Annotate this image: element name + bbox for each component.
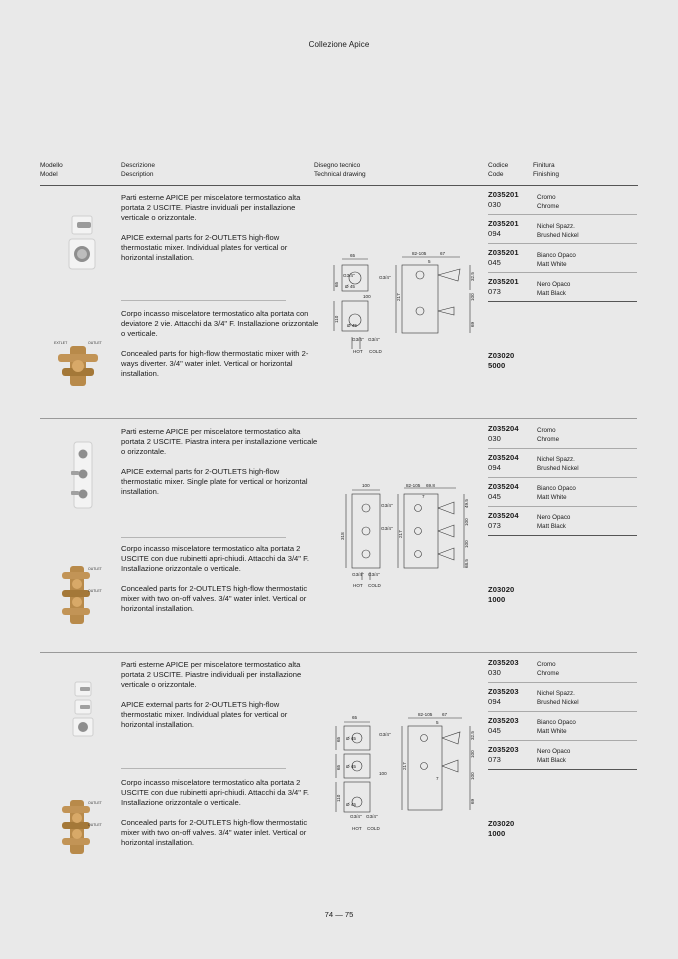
dim-label: 7 [422, 494, 425, 499]
product-code [488, 277, 519, 297]
description-external [121, 660, 321, 730]
code-prefix: Z035203 [488, 658, 519, 667]
description-en: APICE external parts for 2-OUTLETS high-flow thermostatic mixer. Individual plates for vertical or horizontal installation. [121, 232, 288, 263]
cold-label: COLD [368, 583, 381, 588]
product-thumbnail-concealed [58, 562, 104, 628]
dim-label: G3/4" [381, 526, 393, 531]
hot-label: HOT [353, 349, 363, 354]
description-concealed [121, 544, 321, 614]
dim-label: 32.5 [470, 731, 475, 740]
finish-en: Chrome [537, 669, 560, 677]
column-header-en: Finishing [533, 170, 560, 178]
finish-label [537, 719, 576, 736]
dim-label: 69 [470, 321, 475, 327]
code-suffix: 1000 [488, 595, 506, 605]
column-header-it: Descrizione [121, 162, 155, 169]
column-header-it: Finitura [533, 162, 555, 169]
description-concealed [121, 778, 321, 848]
code-prefix: Z035204 [488, 424, 519, 433]
code-suffix: 045 [488, 726, 501, 736]
description-external [121, 427, 321, 497]
body-code [488, 585, 514, 605]
dim-label: Ø 45 [346, 764, 356, 769]
product-code [488, 248, 519, 268]
description-divider [121, 768, 286, 769]
hot-label: HOT [352, 826, 362, 831]
code-divider [488, 477, 637, 478]
dim-label: 100 [464, 540, 469, 548]
product-code [488, 687, 519, 707]
code-divider [488, 682, 637, 683]
column-header-en: Code [488, 170, 504, 178]
code-divider [488, 740, 637, 741]
dim-label: G3/4" [352, 337, 364, 342]
dim-label: 100 [470, 293, 475, 301]
dim-label: 67 [442, 712, 448, 717]
finish-it: Bianco Opaco [537, 252, 576, 259]
dim-label: 49.5 [464, 499, 469, 508]
dim-label: 82-105 [412, 251, 427, 256]
code-divider [488, 506, 637, 507]
dim-label: 5 [436, 720, 439, 725]
description-it: Parti esterne APICE per miscelatore termostatico alta portata 2 USCITE. Piastre individuali per installazione verticale o orizzontale. [121, 660, 302, 690]
product-code [488, 745, 519, 765]
finish-label [537, 661, 559, 678]
dim-label: 100 [470, 772, 475, 780]
code-prefix: Z035201 [488, 248, 519, 257]
description-divider [121, 537, 286, 538]
page-numbers: 74 — 75 [324, 910, 354, 919]
cold-label: COLD [367, 826, 380, 831]
product-code [488, 482, 519, 502]
finish-label [537, 252, 576, 269]
finish-it: Nero Opaco [537, 281, 571, 288]
description-it: Corpo incasso miscelatore termostatico alta portata 2 USCITE con due rubinetti apri-chiudi. Attacchi da 3/4" F. Installazione orizzontale o verticale. [121, 544, 309, 574]
finish-en: Matt Black [537, 522, 566, 530]
description-en: APICE external parts for 2-OUTLETS high-flow thermostatic mixer. Single plate for vertical or horizontal installation. [121, 466, 308, 497]
finish-en: Matt Black [537, 756, 566, 764]
code-divider [488, 535, 637, 536]
thumb-label: OUTLET [88, 341, 102, 345]
finish-it: Bianco Opaco [537, 485, 576, 492]
code-suffix: 030 [488, 434, 501, 444]
finish-en: Brushed Nickel [537, 698, 579, 706]
dim-label: 82-105 [418, 712, 433, 717]
code-prefix: Z035204 [488, 482, 519, 491]
dim-label: G3/4" [366, 814, 378, 819]
thumb-label: EXTLET [54, 341, 68, 345]
finish-it: Cromo [537, 194, 556, 201]
code-prefix: Z035201 [488, 190, 519, 199]
dim-label: 100 [470, 750, 475, 758]
code-suffix: 045 [488, 258, 501, 268]
finish-it: Nichel Spazz. [537, 456, 575, 463]
product-code [488, 219, 519, 239]
column-header-drawing [314, 162, 366, 179]
finish-it: Bianco Opaco [537, 719, 576, 726]
dim-label: 65 [350, 253, 356, 258]
finish-label [537, 748, 570, 765]
dim-label: 100 [363, 294, 371, 299]
dim-label: 100 [362, 483, 370, 488]
code-prefix: Z03020 [488, 351, 515, 360]
code-prefix: Z035201 [488, 277, 519, 286]
finish-it: Nero Opaco [537, 748, 571, 755]
finish-it: Cromo [537, 661, 556, 668]
column-header-description [121, 162, 155, 179]
hot-label: HOT [353, 583, 363, 588]
product-code [488, 424, 519, 444]
product-thumbnail-external [68, 440, 98, 510]
finish-en: Matt White [537, 727, 567, 735]
dim-label: G3/4" [379, 275, 391, 280]
code-suffix: 073 [488, 755, 501, 765]
dim-label: 69 [470, 798, 475, 804]
column-header-code [488, 162, 508, 179]
dim-label: 100 [464, 518, 469, 526]
product-thumbnail-concealed [58, 796, 104, 858]
column-header-en: Model [40, 170, 58, 178]
description-concealed [121, 309, 321, 379]
product-code [488, 658, 519, 678]
description-external [121, 193, 321, 263]
product-code [488, 716, 519, 736]
code-suffix: 094 [488, 697, 501, 707]
product-thumbnail-external [66, 213, 98, 273]
code-suffix: 5000 [488, 361, 506, 371]
technical-drawing [330, 245, 480, 360]
body-code [488, 351, 514, 371]
column-header-en: Description [121, 170, 154, 178]
dim-label: G3/4" [352, 572, 364, 577]
finish-it: Nichel Spazz. [537, 690, 575, 697]
finish-en: Brushed Nickel [537, 231, 579, 239]
dim-label: 318 [340, 532, 345, 540]
code-prefix: Z035201 [488, 219, 519, 228]
column-header-it: Disegno tecnico [314, 162, 361, 169]
column-header-finish [533, 162, 559, 179]
dim-label: 68.5 [464, 559, 469, 568]
code-divider [488, 711, 637, 712]
dim-label: 7 [436, 776, 439, 781]
code-prefix: Z03020 [488, 585, 515, 594]
code-prefix: Z035204 [488, 453, 519, 462]
dim-label: G3/4" [368, 572, 380, 577]
code-divider [488, 272, 637, 273]
dim-label: G3/4" [368, 337, 380, 342]
section-divider [40, 652, 637, 653]
thumb-label: OUTLET [88, 801, 102, 805]
dim-label: 217 [398, 530, 403, 538]
description-en: APICE external parts for 2-OUTLETS high-flow thermostatic mixer. Individual plates for vertical or horizontal installation. [121, 699, 288, 730]
dim-label: G3/4" [350, 814, 362, 819]
body-code [488, 819, 514, 839]
finish-label [537, 194, 559, 211]
finish-label [537, 485, 576, 502]
section-divider [40, 418, 637, 419]
code-divider [488, 243, 637, 244]
column-header-it: Modello [40, 162, 63, 169]
dim-label: Ø 45 [346, 736, 356, 741]
description-it: Corpo incasso miscelatore termostatico alta portata con deviatore 2 vie. Attacchi da 3/4" F. Installazione orizzontale o verticale. [121, 309, 319, 339]
code-suffix: 1000 [488, 829, 506, 839]
code-prefix: Z035204 [488, 511, 519, 520]
page-title: Collezione Apice [308, 40, 370, 49]
code-suffix: 073 [488, 521, 501, 531]
finish-en: Matt Black [537, 289, 566, 297]
finish-label [537, 514, 570, 531]
dim-label: G3/4" [343, 273, 355, 278]
product-code [488, 453, 519, 473]
finish-en: Matt White [537, 260, 567, 268]
dim-label: 65 [336, 764, 341, 770]
product-thumbnail-concealed [52, 338, 104, 390]
column-header-model [40, 162, 63, 179]
dim-label: 217 [396, 293, 401, 301]
code-prefix: Z03020 [488, 819, 515, 828]
finish-label [537, 427, 559, 444]
code-divider [488, 769, 637, 770]
technical-drawing [338, 480, 478, 592]
dim-label: Ø 45 [346, 802, 356, 807]
code-divider [488, 214, 637, 215]
description-en: Concealed parts for 2-OUTLETS high-flow thermostatic mixer with two on-off valves. 3/4" water inlet. Vertical or horizontal installation. [121, 583, 308, 614]
column-header-en: Technical drawing [314, 170, 366, 178]
description-en: Concealed parts for high-flow thermostatic mixer with 2-ways diverter. 3/4" water inlet. Vertical or horizontal installation. [121, 348, 309, 379]
header-divider [40, 185, 638, 186]
dim-label: 32.5 [470, 272, 475, 281]
dim-label: 110 [336, 794, 341, 802]
thumb-label: OUTLET [88, 823, 102, 827]
dim-label: 217 [402, 762, 407, 770]
finish-en: Brushed Nickel [537, 464, 579, 472]
finish-label [537, 456, 579, 473]
dim-label: G3/4" [381, 503, 393, 508]
code-suffix: 030 [488, 200, 501, 210]
code-suffix: 073 [488, 287, 501, 297]
dim-label: Ø 45 [347, 323, 357, 328]
dim-label: 65 [352, 715, 358, 720]
code-prefix: Z035203 [488, 687, 519, 696]
code-suffix: 094 [488, 463, 501, 473]
description-it: Parti esterne APICE per miscelatore termostatico alta portata 2 USCITE. Piastre inviduali per installazione verticale o orizzontale. [121, 193, 301, 223]
dim-label: 110 [334, 315, 339, 323]
finish-it: Nichel Spazz. [537, 223, 575, 230]
dim-label: 65 [334, 281, 339, 287]
description-it: Corpo incasso miscelatore termostatico alta portata 2 USCITE con due rubinetti apri-chiudi. Attacchi da 3/4" F. Installazione orizzontale o verticale. [121, 778, 309, 808]
column-header-it: Codice [488, 162, 509, 169]
product-code [488, 511, 519, 531]
description-en: Concealed parts for 2-OUTLETS high-flow thermostatic mixer with two on-off valves. 3/4" water inlet. Vertical or horizontal installation. [121, 817, 308, 848]
product-code [488, 190, 519, 210]
thumb-label: OUTLET [88, 589, 102, 593]
code-divider [488, 448, 637, 449]
finish-en: Chrome [537, 202, 560, 210]
dim-label: 69.8 [426, 483, 435, 488]
dim-label: 65 [336, 736, 341, 742]
description-divider [121, 300, 286, 301]
code-prefix: Z035203 [488, 745, 519, 754]
finish-label [537, 690, 579, 707]
finish-en: Matt White [537, 493, 567, 501]
code-suffix: 030 [488, 668, 501, 678]
dim-label: 67 [440, 251, 446, 256]
finish-it: Nero Opaco [537, 514, 571, 521]
description-it: Parti esterne APICE per miscelatore termostatico alta portata 2 USCITE. Piastra intera per installazione verticale o orizzontale. [121, 427, 318, 457]
technical-drawing [330, 708, 480, 834]
cold-label: COLD [369, 349, 382, 354]
finish-it: Cromo [537, 427, 556, 434]
finish-en: Chrome [537, 435, 560, 443]
dim-label: Ø 45 [345, 284, 355, 289]
code-prefix: Z035203 [488, 716, 519, 725]
product-thumbnail-external [68, 680, 98, 738]
finish-label [537, 281, 570, 298]
code-suffix: 094 [488, 229, 501, 239]
thumb-label: OUTLET [88, 567, 102, 571]
dim-label: 82-105 [406, 483, 421, 488]
dim-label: 100 [379, 771, 387, 776]
finish-label [537, 223, 579, 240]
code-suffix: 045 [488, 492, 501, 502]
dim-label: G3/4" [379, 732, 391, 737]
code-divider [488, 301, 637, 302]
dim-label: 5 [428, 259, 431, 264]
